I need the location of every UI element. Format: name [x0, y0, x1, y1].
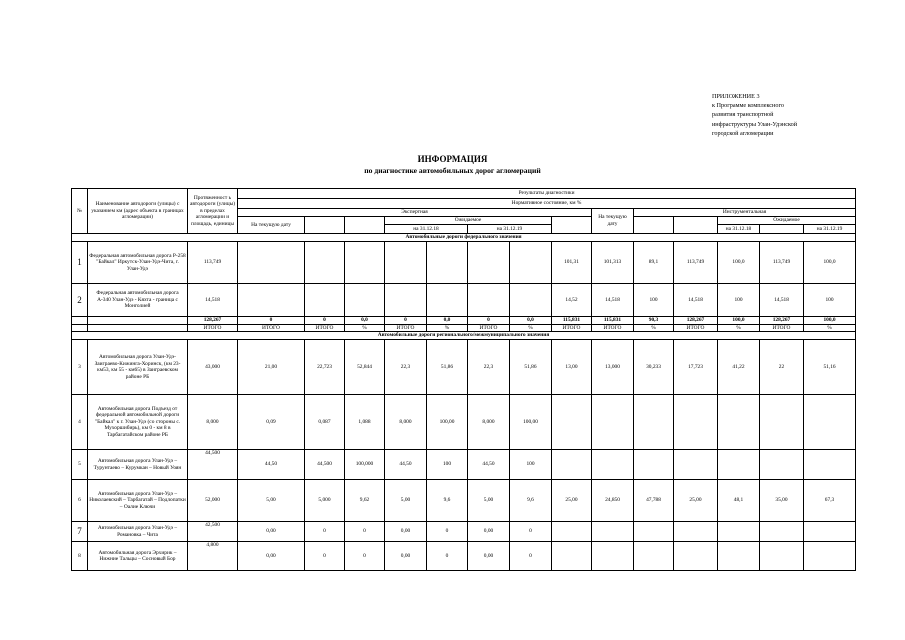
total-value: 128,267 [760, 317, 804, 325]
appendix-line: ПРИЛОЖЕНИЕ 3 [712, 93, 760, 100]
itogo-label: ИТОГО [760, 324, 804, 332]
itogo-label: ИТОГО [385, 324, 427, 332]
row-number: 5 [72, 450, 88, 480]
cell-value: 0,00 [238, 542, 305, 571]
cell-value [552, 450, 592, 480]
cell-value: 22,3 [468, 340, 510, 395]
cell-value: 9,62 [345, 480, 385, 522]
total-row [72, 317, 856, 325]
cell-value: 100,0 [804, 242, 856, 284]
road-name: Автомобильная дорога Улан-Удэ-Заиграево-Кижинга-Хоринск, (км 23-км53, км 55 - км65) в Заиграевском районе РБ [88, 340, 188, 395]
road-length: 14,518 [188, 284, 238, 317]
cell-value [385, 284, 427, 317]
cell-value: 0 [305, 542, 345, 571]
cell-value [345, 242, 385, 284]
table-row [72, 284, 856, 317]
cell-value: 22,3 [385, 340, 427, 395]
cell-value: 24,850 [592, 480, 634, 522]
road-length: 42,500 [188, 522, 238, 542]
header-na-current: На текущую дату [592, 209, 634, 234]
cell-value: 22 [760, 340, 804, 395]
cell-value [238, 242, 305, 284]
cell-value: 22,723 [305, 340, 345, 395]
cell-value [238, 284, 305, 317]
road-name: Федеральная автомобильная дорога А-340 Улан-Удэ - Кяхта - граница с Монголией [88, 284, 188, 317]
cell-value [760, 450, 804, 480]
cell-value [510, 242, 552, 284]
itogo-row [72, 324, 856, 332]
itogo-label: ИТОГО [188, 324, 238, 332]
cell-value: 100 [510, 450, 552, 480]
appendix-note [712, 92, 797, 138]
cell-value [552, 522, 592, 542]
itogo-label: ИТОГО [238, 324, 305, 332]
table-row [72, 480, 856, 522]
cell-value: 9,6 [427, 480, 468, 522]
road-name: Автомобильная дорога Улан-Удэ – Романовка – Чита [88, 522, 188, 542]
total-value: 0 [305, 317, 345, 325]
table-row [72, 395, 856, 450]
table-row [72, 450, 856, 480]
cell-value [468, 242, 510, 284]
cell-value [674, 522, 718, 542]
header-expected: Ожидаемое [385, 217, 552, 225]
cell-value: 67,3 [804, 480, 856, 522]
road-length: 43,000 [188, 340, 238, 395]
header-expert: Экспертная [238, 209, 592, 217]
header-results: Результаты диагностики [238, 189, 856, 199]
cell-value: 48,1 [718, 480, 760, 522]
header-date: на 31.12.19 [468, 225, 552, 234]
cell-value: 44,50 [468, 450, 510, 480]
cell-value: 0 [345, 542, 385, 571]
cell-value: 17,723 [674, 340, 718, 395]
road-name: Федеральная автомобильная дорога Р-258 "Байкал" Иркутск-Улан-Удэ-Чита, г. Улан-Удэ [88, 242, 188, 284]
header-instrumental: Инструментальная [634, 209, 856, 217]
cell-value: 9,6 [510, 480, 552, 522]
cell-value [385, 242, 427, 284]
total-value: 100,0 [804, 317, 856, 325]
total-value: 115,831 [592, 317, 634, 325]
document-subtitle: по диагностике автомобильных дорог агломераций [364, 166, 541, 175]
cell-value: 101,313 [592, 242, 634, 284]
cell-value [674, 542, 718, 571]
cell-value: 5,00 [468, 480, 510, 522]
cell-value: 8,000 [468, 395, 510, 450]
itogo-label: ИТОГО [674, 324, 718, 332]
itogo-label: % [804, 324, 856, 332]
cell-value: 89,1 [634, 242, 674, 284]
cell-value: 51,16 [804, 340, 856, 395]
cell-value [592, 542, 634, 571]
cell-value [804, 450, 856, 480]
cell-value: 0,00 [385, 522, 427, 542]
appendix-line: к Программе комплексного [712, 102, 784, 110]
header-date: на 31.12.18 [385, 225, 468, 234]
cell-value: 0 [510, 542, 552, 571]
cell-value: 101,31 [552, 242, 592, 284]
cell-value [468, 284, 510, 317]
cell-value: 25,00 [674, 480, 718, 522]
cell-value: 52,844 [345, 340, 385, 395]
row-number: 8 [72, 542, 88, 571]
road-length: 52,000 [188, 480, 238, 522]
total-value: 128,267 [674, 317, 718, 325]
cell-value: 0,00 [468, 542, 510, 571]
appendix-line: развития транспортной [712, 111, 774, 119]
cell-value: 14,518 [674, 284, 718, 317]
cell-value: 0 [305, 522, 345, 542]
road-name: Автомобильная дорога Эрхирик – Нижние Тальцы – Сосновый Бор [88, 542, 188, 571]
cell-value [634, 450, 674, 480]
cell-value: 0,087 [305, 395, 345, 450]
itogo-label: % [510, 324, 552, 332]
total-value: 0 [238, 317, 305, 325]
total-value: 90,3 [634, 317, 674, 325]
cell-value [552, 395, 592, 450]
table-row [72, 340, 856, 395]
road-length: 4,800 [188, 542, 238, 571]
cell-value: 51,86 [510, 340, 552, 395]
cell-value [427, 284, 468, 317]
cell-value [345, 284, 385, 317]
cell-value: 25,00 [552, 480, 592, 522]
road-length: 113,749 [188, 242, 238, 284]
header-normative: Нормативное состояние, км % [238, 199, 856, 209]
appendix-line: городской агломерации [712, 129, 774, 137]
total-value: 0,0 [510, 317, 552, 325]
cell-value [804, 542, 856, 571]
cell-value: 51,86 [427, 340, 468, 395]
cell-value [305, 242, 345, 284]
total-value: 0 [385, 317, 427, 325]
road-length: 44,500 [188, 450, 238, 480]
cell-value: 41,22 [718, 340, 760, 395]
cell-value: 47,788 [634, 480, 674, 522]
road-name: Автомобильная дорога Улан-Удэ – Николаевский – Тарбагатай – Подлопатки – Оалие Ключи [88, 480, 188, 522]
cell-value [718, 522, 760, 542]
cell-value: 113,749 [674, 242, 718, 284]
cell-value [718, 542, 760, 571]
cell-value [427, 242, 468, 284]
diagnostics-table [71, 188, 856, 571]
cell-value: 0,09 [238, 395, 305, 450]
header-num: № [72, 189, 88, 234]
table-row [72, 242, 856, 284]
cell-value: 44,50 [238, 450, 305, 480]
table-row [72, 522, 856, 542]
cell-value: 0 [510, 522, 552, 542]
road-name: Автомобильная дорога Улан-Удэ – Турунтаево – Курумкан – Новый Уоян [88, 450, 188, 480]
cell-value: 100 [427, 450, 468, 480]
itogo-label: ИТОГО [468, 324, 510, 332]
cell-value [804, 522, 856, 542]
cell-value: 5,000 [305, 480, 345, 522]
itogo-label: ИТОГО [592, 324, 634, 332]
header-name: Наименование автодороги (улицы) с указанием км (адрес объекта в границах агломерации) [88, 189, 188, 234]
header-date: на 31.12.18 [718, 225, 760, 234]
cell-value: 0 [427, 542, 468, 571]
cell-value: 30,233 [634, 340, 674, 395]
section-title: Автомобильные дороги регионального/межмуниципального значения [72, 332, 856, 340]
row-number: 6 [72, 480, 88, 522]
cell-value: 8,000 [385, 395, 427, 450]
cell-value [760, 522, 804, 542]
total-value: 0,0 [427, 317, 468, 325]
cell-value [804, 395, 856, 450]
itogo-label: ИТОГО [305, 324, 345, 332]
row-number: 4 [72, 395, 88, 450]
cell-value: 0 [427, 522, 468, 542]
itogo-label: % [427, 324, 468, 332]
cell-value: 1,088 [345, 395, 385, 450]
cell-value: 100 [634, 284, 674, 317]
row-number: 1 [72, 242, 88, 284]
cell-value [674, 450, 718, 480]
header-date: на 31.12.19 [804, 225, 856, 234]
cell-value [592, 450, 634, 480]
cell-value: 44,50 [385, 450, 427, 480]
cell-value [552, 542, 592, 571]
cell-value: 35,00 [760, 480, 804, 522]
cell-value: 100 [718, 284, 760, 317]
total-value: 0,0 [345, 317, 385, 325]
cell-value: 0,00 [385, 542, 427, 571]
header-expected: Ожидаемое [718, 217, 856, 225]
cell-value: 14,518 [760, 284, 804, 317]
cell-value: 100,00 [510, 395, 552, 450]
road-name: Автомобильная дорога Подъезд от федеральной автомобильной дороги "Байкал" к г. Улан-Удэ (со стороны с. Мухоршибирь), км 0 - км 8 в Тарбагатайском районе РБ [88, 395, 188, 450]
cell-value: 0,00 [238, 522, 305, 542]
cell-value [674, 395, 718, 450]
total-value: 128,267 [188, 317, 238, 325]
row-number: 2 [72, 284, 88, 317]
cell-value: 14,52 [552, 284, 592, 317]
cell-value [718, 450, 760, 480]
road-length: 8,000 [188, 395, 238, 450]
cell-value: 5,00 [385, 480, 427, 522]
cell-value: 21,00 [238, 340, 305, 395]
appendix-line: инфраструктуры Улан-Удэнской [712, 120, 798, 128]
total-value: 100,0 [718, 317, 760, 325]
total-value: 0 [468, 317, 510, 325]
cell-value [760, 395, 804, 450]
header-current-date: На текущую дату [238, 217, 305, 234]
table-row [72, 542, 856, 571]
itogo-label: % [718, 324, 760, 332]
cell-value: 100,00 [427, 395, 468, 450]
document-title: ИНФОРМАЦИЯ [417, 154, 488, 164]
cell-value: 44,500 [305, 450, 345, 480]
cell-value [592, 395, 634, 450]
cell-value [760, 542, 804, 571]
itogo-label: % [345, 324, 385, 332]
cell-value: 100,000 [345, 450, 385, 480]
header-length: Протяженност ь автодороги (улицы) в пределах агломерации и площадь, единицы [188, 189, 238, 234]
itogo-label: ИТОГО [552, 324, 592, 332]
cell-value: 13,00 [552, 340, 592, 395]
itogo-label: % [634, 324, 674, 332]
cell-value [634, 522, 674, 542]
row-number: 3 [72, 340, 88, 395]
cell-value: 14,518 [592, 284, 634, 317]
cell-value [718, 395, 760, 450]
cell-value: 100,0 [718, 242, 760, 284]
cell-value: 0,00 [468, 522, 510, 542]
total-value: 115,831 [552, 317, 592, 325]
cell-value [510, 284, 552, 317]
cell-value: 113,749 [760, 242, 804, 284]
cell-value: 5,00 [238, 480, 305, 522]
row-number: 7 [72, 522, 88, 542]
section-title: Автомобильные дороги федерального значения [72, 234, 856, 242]
cell-value: 100 [804, 284, 856, 317]
cell-value [634, 395, 674, 450]
cell-value [305, 284, 345, 317]
cell-value [592, 522, 634, 542]
cell-value: 13,000 [592, 340, 634, 395]
cell-value: 0 [345, 522, 385, 542]
cell-value [634, 542, 674, 571]
